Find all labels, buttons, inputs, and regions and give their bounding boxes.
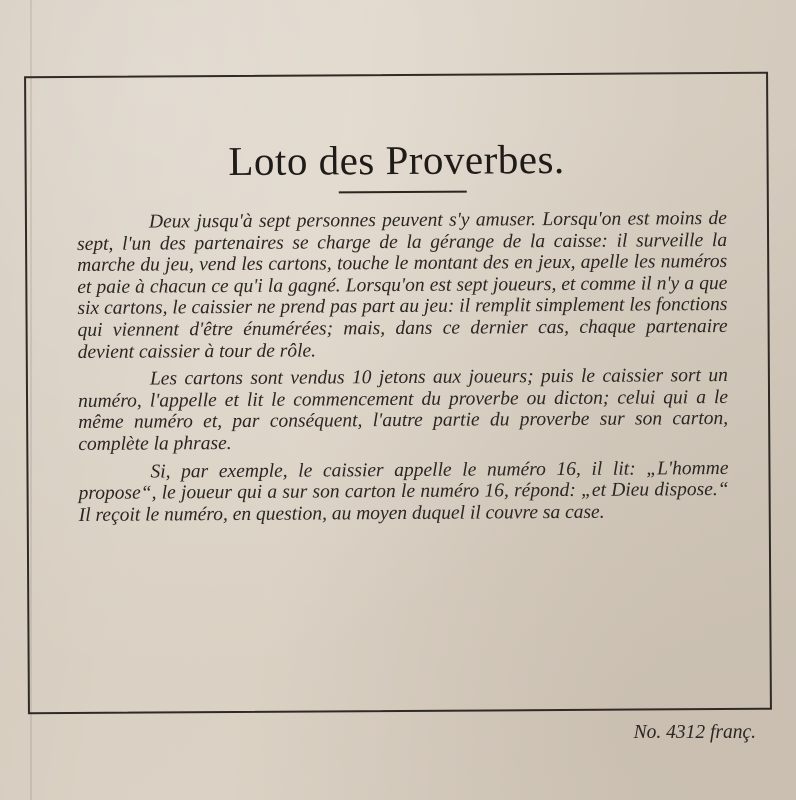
rules-text [77, 208, 729, 532]
paragraph-1: Deux jusqu'à sept personnes peuvent s'y amuser. Lorsqu'on est moins de sept, l'un des partenaires se charge de la gérange de la caisse: il surveille la marche du jeu, vend les cartons, touche le montant des en jeux, apelle les numéros et paie à chacun ce qu'i la gagné. Lorsqu'on est sept joueurs, et comme il n'y a que six cartons, le caissier ne prend pas part au jeu: il remplit simplement les fonctions qui viennent d'être énumérées; mais, dans ce dernier cas, chaque partenaire devient caissier à tour de rôle. [77, 207, 728, 363]
title-underline [339, 191, 467, 194]
catalog-number: No. 4312 franç. [633, 722, 756, 743]
document-title: Loto des Proverbes. [228, 135, 565, 185]
paragraph-2: Les cartons sont vendus 10 jetons aux joueurs; puis le caissier sort un numéro, l'appelle et lit le commencement du proverbe ou dicton; celui qui a le même numéro et, par conséquent, l'autre partie du proverbe sur son carton, complète la phrase. [77, 365, 729, 455]
bordered-frame [24, 72, 772, 715]
paragraph-3: Si, par exemple, le caissier appelle le numéro 16, il lit: „L'homme propose“, le joueur qui a sur son carton le numéro 16, répond: „et Dieu dispose.“ Il reçoit le numéro, en question, au moyen duquel il couvre sa case. [78, 457, 729, 526]
